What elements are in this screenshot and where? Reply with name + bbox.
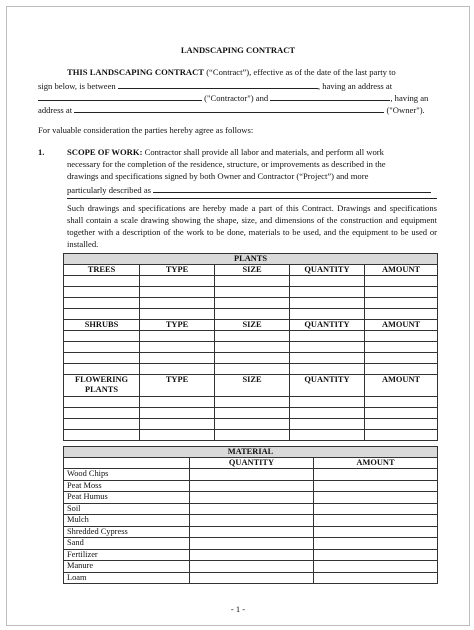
intro-line-2-end: , having an address at — [317, 81, 393, 91]
col-header: SIZE — [215, 375, 290, 397]
intro-line-3-end: , having an — [390, 93, 429, 103]
material-header-row — [64, 447, 438, 458]
material-label: Peat Humus — [64, 492, 190, 504]
intro-line-4-text: address at — [38, 105, 73, 115]
page-number: - 1 - — [230, 604, 246, 614]
material-label: Sand — [64, 538, 190, 550]
table-row — [64, 538, 438, 550]
section-1-number: 1. — [38, 147, 45, 157]
plants-header: PLANTS — [64, 254, 438, 265]
table-row — [64, 572, 438, 584]
col-header: QUANTITY — [290, 375, 365, 397]
plants-table — [63, 253, 438, 441]
table-row — [64, 309, 438, 320]
col-header: QUANTITY — [190, 458, 314, 469]
section-1-line-1 — [67, 147, 384, 158]
table-row — [64, 364, 438, 375]
col-header: SHRUBS — [64, 320, 140, 331]
table-row — [64, 397, 438, 408]
material-label: Shredded Cypress — [64, 526, 190, 538]
owner-name-blank[interactable] — [270, 91, 390, 101]
col-header: TYPE — [140, 265, 215, 276]
col-header: TREES — [64, 265, 140, 276]
intro-bold-lead: THIS LANDSCAPING CONTRACT — [67, 67, 205, 77]
col-header: AMOUNT — [314, 458, 438, 469]
material-table — [63, 446, 438, 584]
contractor-name-blank[interactable] — [118, 79, 318, 89]
material-column-header-row — [64, 458, 438, 469]
page-title: LANDSCAPING CONTRACT — [180, 45, 296, 55]
section-1-line-4-text: particularly described as — [67, 185, 151, 195]
table-row — [64, 561, 438, 573]
section-1-line-2: necessary for the completion of the residence, structure, or improvements as described in the — [67, 159, 386, 169]
col-header: AMOUNT — [365, 375, 438, 397]
material-label: Loam — [64, 572, 190, 584]
table-row — [64, 515, 438, 527]
contract-page — [6, 6, 470, 626]
table-row — [64, 331, 438, 342]
contractor-address-blank[interactable] — [38, 91, 202, 101]
material-label: Mulch — [64, 515, 190, 527]
table-row — [64, 342, 438, 353]
table-row — [64, 408, 438, 419]
col-header: FLOWERING PLANTS — [64, 375, 140, 397]
table-row — [64, 419, 438, 430]
table-row — [64, 492, 438, 504]
material-label: Fertilizer — [64, 549, 190, 561]
project-description-blank-2[interactable] — [67, 189, 437, 199]
col-header: TYPE — [140, 320, 215, 331]
section-1-heading: SCOPE OF WORK: — [67, 147, 143, 157]
intro-line-1-text: (“Contract”), effective as of the date of the last party to — [204, 67, 396, 77]
trees-header-row — [64, 265, 438, 276]
col-header: AMOUNT — [365, 320, 438, 331]
col-header: SIZE — [215, 265, 290, 276]
material-label: Soil — [64, 503, 190, 515]
material-label: Peat Moss — [64, 480, 190, 492]
consideration-text: For valuable consideration the parties hereby agree as follows: — [38, 125, 254, 135]
col-header: TYPE — [140, 375, 215, 397]
table-row — [64, 469, 438, 481]
col-header: SIZE — [215, 320, 290, 331]
table-row — [64, 353, 438, 364]
section-1-line-3: drawings and specifications signed by both Owner and Contractor (“Project”) and more — [67, 171, 369, 181]
plants-header-row — [64, 254, 438, 265]
table-row — [64, 298, 438, 309]
material-header: MATERIAL — [64, 447, 438, 458]
owner-address-blank[interactable] — [74, 103, 384, 113]
shrubs-header-row — [64, 320, 438, 331]
table-row — [64, 503, 438, 515]
intro-line-2-text: sign below, is between — [38, 81, 116, 91]
material-label: Manure — [64, 561, 190, 573]
table-row — [64, 276, 438, 287]
table-row — [64, 430, 438, 441]
intro-line-4-end: ("Owner"). — [386, 105, 425, 115]
col-header — [64, 458, 190, 469]
table-row — [64, 549, 438, 561]
table-row — [64, 480, 438, 492]
intro-line-3-mid: ("Contractor") and — [204, 93, 269, 103]
flowering-header-row — [64, 375, 438, 397]
col-header: QUANTITY — [290, 320, 365, 331]
intro-line-1 — [67, 67, 396, 78]
col-header: QUANTITY — [290, 265, 365, 276]
material-label: Wood Chips — [64, 469, 190, 481]
section-1-paragraph-2: Such drawings and specifications are hereby made a part of this Contract. Drawings and specifications shall contain a scale drawing showing the shape, size, and dimensions of the construction and equipment together with a description of the work to be done, materials to be used, and the equipment to be used or installed. — [67, 203, 437, 249]
intro-line-4 — [38, 103, 425, 116]
table-row — [64, 287, 438, 298]
section-1-line-1-text: Contractor shall provide all labor and materials, and perform all work — [144, 147, 384, 157]
col-header: AMOUNT — [365, 265, 438, 276]
table-row — [64, 526, 438, 538]
